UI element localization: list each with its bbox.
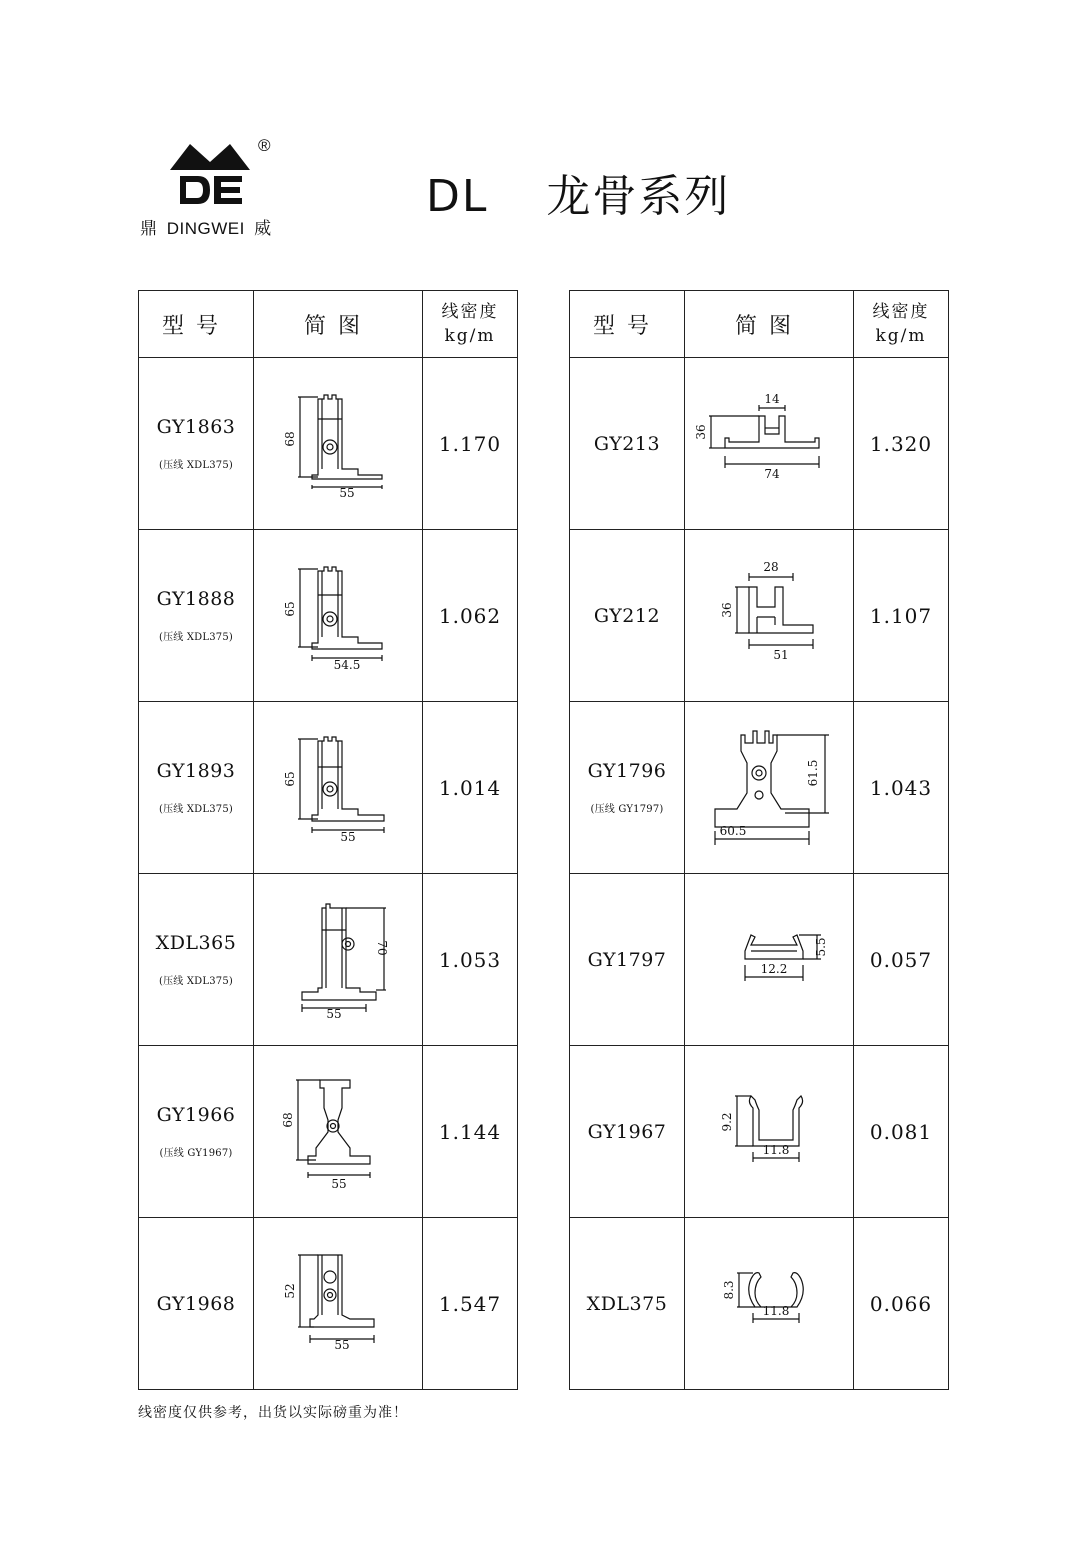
density-value: 1.144 bbox=[438, 1119, 502, 1144]
model-code: GY213 bbox=[593, 432, 661, 455]
table-row bbox=[570, 874, 949, 1046]
figure-cell bbox=[685, 702, 854, 874]
header-figure: 简图 bbox=[254, 291, 423, 358]
model-code: GY1796 bbox=[587, 760, 667, 782]
brand-cn-right: 威 bbox=[254, 219, 272, 238]
density-cell bbox=[854, 1046, 949, 1218]
density-value: 0.057 bbox=[869, 947, 933, 972]
svg-text:55: 55 bbox=[340, 829, 356, 843]
svg-text:55: 55 bbox=[331, 1176, 347, 1191]
profile-drawing bbox=[258, 1072, 418, 1192]
header-figure: 简图 bbox=[685, 291, 854, 358]
page-title bbox=[426, 160, 730, 224]
svg-text:54.5: 54.5 bbox=[333, 657, 361, 671]
svg-text:74: 74 bbox=[764, 466, 780, 481]
density-cell bbox=[423, 358, 518, 530]
brand-en-name: DINGWEI bbox=[166, 219, 245, 238]
svg-text:28: 28 bbox=[763, 560, 779, 574]
density-value: 1.547 bbox=[438, 1291, 502, 1316]
profile-drawing bbox=[258, 900, 418, 1020]
density-value: 0.066 bbox=[869, 1291, 933, 1316]
model-cell bbox=[570, 358, 685, 530]
model-note: (压线 XDL375) bbox=[158, 632, 234, 643]
series-name: 龙骨系列 bbox=[546, 171, 731, 222]
figure-cell bbox=[254, 702, 423, 874]
svg-text:51: 51 bbox=[773, 647, 789, 662]
model-note: (压线 XDL375) bbox=[158, 460, 234, 471]
profile-drawing bbox=[689, 561, 849, 671]
model-note: (压线 GY1797) bbox=[590, 804, 664, 815]
table-row bbox=[570, 530, 949, 702]
figure-cell bbox=[685, 358, 854, 530]
table-row bbox=[570, 702, 949, 874]
density-cell bbox=[423, 1218, 518, 1390]
model-cell bbox=[570, 1046, 685, 1218]
figure-cell bbox=[685, 874, 854, 1046]
svg-text:12.2: 12.2 bbox=[760, 961, 788, 976]
model-note: (压线 GY1967) bbox=[159, 1148, 233, 1159]
density-value: 1.320 bbox=[869, 431, 933, 456]
header-model: 型号 bbox=[139, 291, 254, 358]
profile-table-right bbox=[569, 290, 949, 1390]
model-note: (压线 XDL375) bbox=[158, 804, 234, 815]
figure-cell bbox=[254, 530, 423, 702]
svg-text:68: 68 bbox=[281, 1111, 295, 1128]
registered-mark: ® bbox=[258, 136, 271, 155]
svg-text:55: 55 bbox=[339, 485, 355, 499]
table-row bbox=[139, 702, 518, 874]
table-row bbox=[139, 874, 518, 1046]
model-cell bbox=[139, 1046, 254, 1218]
header-density: 线密度 kg/m bbox=[854, 291, 949, 358]
model-cell bbox=[139, 358, 254, 530]
svg-text:52: 52 bbox=[283, 1282, 297, 1299]
figure-cell bbox=[254, 1046, 423, 1218]
figure-cell bbox=[254, 1218, 423, 1390]
table-row bbox=[139, 530, 518, 702]
profile-table-left bbox=[138, 290, 518, 1390]
svg-text:9.2: 9.2 bbox=[720, 1111, 734, 1132]
model-code: GY1967 bbox=[587, 1120, 667, 1143]
figure-cell bbox=[685, 1046, 854, 1218]
model-note: (压线 XDL375) bbox=[158, 976, 234, 987]
header-density: 线密度 kg/m bbox=[423, 291, 518, 358]
model-code: GY1863 bbox=[156, 416, 236, 438]
model-code: GY1888 bbox=[156, 588, 236, 610]
density-cell bbox=[423, 1046, 518, 1218]
model-code: GY1893 bbox=[156, 760, 236, 782]
svg-text:68: 68 bbox=[283, 430, 297, 447]
model-code: GY212 bbox=[593, 604, 661, 627]
density-cell bbox=[854, 530, 949, 702]
svg-text:8.3: 8.3 bbox=[722, 1279, 736, 1300]
brand-cn-left: 鼎 bbox=[140, 219, 158, 238]
model-cell bbox=[139, 1218, 254, 1390]
figure-cell bbox=[254, 358, 423, 530]
figure-cell bbox=[685, 530, 854, 702]
density-value: 1.170 bbox=[438, 431, 502, 456]
table-row bbox=[570, 1218, 949, 1390]
profile-drawing bbox=[258, 1249, 418, 1359]
dingwei-logo-mark bbox=[170, 140, 250, 210]
svg-text:55: 55 bbox=[334, 1337, 350, 1352]
profile-drawing bbox=[689, 1259, 849, 1349]
svg-text:5.5: 5.5 bbox=[814, 936, 828, 957]
model-code: GY1797 bbox=[587, 948, 667, 971]
density-value: 1.053 bbox=[438, 947, 502, 972]
profile-drawing bbox=[689, 723, 849, 853]
density-value: 1.043 bbox=[869, 775, 933, 800]
profile-drawing bbox=[689, 1082, 849, 1182]
model-cell bbox=[570, 530, 685, 702]
svg-text:61.5: 61.5 bbox=[806, 759, 820, 786]
density-value: 1.062 bbox=[438, 603, 502, 628]
svg-text:36: 36 bbox=[694, 423, 708, 440]
density-cell bbox=[854, 702, 949, 874]
brand-name bbox=[140, 214, 276, 239]
density-value: 1.107 bbox=[869, 603, 933, 628]
profile-drawing bbox=[258, 733, 418, 843]
model-code: GY1966 bbox=[156, 1104, 236, 1126]
model-cell bbox=[570, 874, 685, 1046]
density-cell bbox=[854, 1218, 949, 1390]
model-code: XDL375 bbox=[586, 1292, 668, 1315]
header-model: 型号 bbox=[570, 291, 685, 358]
table-header-row bbox=[139, 291, 518, 358]
model-code: XDL365 bbox=[155, 932, 237, 954]
brand-logo bbox=[140, 136, 280, 240]
model-cell bbox=[139, 530, 254, 702]
footnote: 线密度仅供参考，出货以实际磅重为准！ bbox=[138, 1405, 408, 1421]
table-row bbox=[139, 1218, 518, 1390]
figure-cell bbox=[254, 874, 423, 1046]
model-cell bbox=[570, 702, 685, 874]
profile-drawing bbox=[689, 915, 849, 1005]
density-cell bbox=[854, 874, 949, 1046]
svg-text:60.5: 60.5 bbox=[719, 823, 747, 838]
model-cell bbox=[570, 1218, 685, 1390]
svg-text:70: 70 bbox=[375, 939, 389, 956]
svg-text:11.8: 11.8 bbox=[762, 1142, 790, 1157]
svg-text:11.8: 11.8 bbox=[762, 1303, 790, 1318]
density-cell bbox=[423, 530, 518, 702]
density-cell bbox=[423, 702, 518, 874]
svg-text:36: 36 bbox=[720, 601, 734, 618]
table-row bbox=[139, 358, 518, 530]
figure-cell bbox=[685, 1218, 854, 1390]
svg-text:55: 55 bbox=[326, 1006, 342, 1020]
profile-drawing bbox=[258, 561, 418, 671]
table-row bbox=[570, 358, 949, 530]
model-cell bbox=[139, 874, 254, 1046]
profile-drawing bbox=[689, 394, 849, 494]
table-row bbox=[570, 1046, 949, 1218]
model-cell bbox=[139, 702, 254, 874]
svg-text:65: 65 bbox=[283, 600, 297, 617]
series-code: DL bbox=[426, 171, 489, 222]
density-cell bbox=[423, 874, 518, 1046]
table-row bbox=[139, 1046, 518, 1218]
svg-text:14: 14 bbox=[764, 393, 780, 406]
table-header-row bbox=[570, 291, 949, 358]
density-value: 1.014 bbox=[438, 775, 502, 800]
density-value: 0.081 bbox=[869, 1119, 933, 1144]
density-cell bbox=[854, 358, 949, 530]
model-code: GY1968 bbox=[156, 1292, 236, 1315]
profile-drawing bbox=[258, 389, 418, 499]
svg-text:65: 65 bbox=[283, 770, 297, 787]
